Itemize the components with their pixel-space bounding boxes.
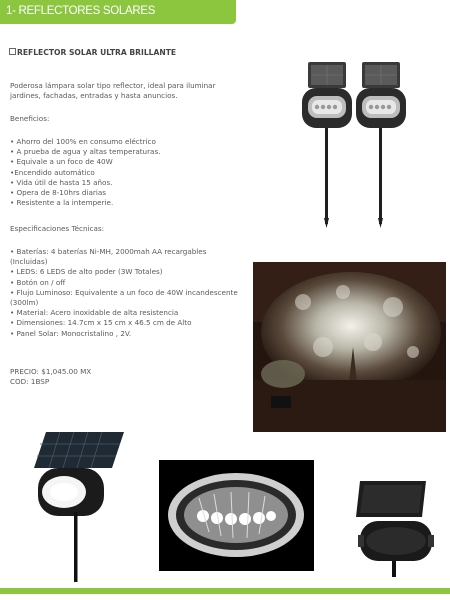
reflector-closeup-photo	[30, 426, 130, 582]
spec-item: • Material: Acero inoxidable de alta resistencia	[10, 308, 179, 318]
price-block	[10, 367, 240, 387]
benefit-item: • A prueba de agua y altas temperaturas.	[10, 147, 161, 157]
price-text: PRECIO: $1,045.00 MX	[10, 367, 92, 376]
spec-item: • Panel Solar: Monocristalino , 2V.	[10, 328, 132, 338]
benefits-heading	[10, 114, 240, 124]
led-head-photo	[159, 460, 314, 571]
spec-item: • Flujo Luminoso: Equivalente a un foco de 40W incandescente (300lm)	[10, 287, 238, 308]
section-banner	[0, 0, 236, 24]
specs-list	[10, 247, 240, 339]
product-intro	[10, 81, 240, 101]
benefit-item: • Vida útil de hasta 15 años.	[10, 177, 113, 187]
footer-accent-bar	[0, 588, 450, 594]
section-title: 1- REFLECTORES SOLARES	[6, 5, 156, 17]
product-photo-pair	[300, 58, 408, 228]
spec-item: • Dimensiones: 14.7cm x 15 cm x 46.5 cm de Alto	[10, 318, 192, 328]
benefit-item: •Encendido automático	[10, 167, 95, 177]
intro-text: Poderosa lámpara solar tipo reflector, ideal para iluminar jardines, fachadas, entradas y hasta anuncios.	[10, 81, 216, 101]
benefit-item: • Resistente a la intemperie.	[10, 198, 114, 208]
benefits-list	[10, 137, 240, 208]
reflector-rear-photo	[352, 477, 437, 577]
product-code: COD: 1BSP	[10, 377, 50, 387]
checkbox-bullet-icon	[9, 48, 16, 55]
product-title-text: REFLECTOR SOLAR ULTRA BRILLANTE	[17, 48, 177, 57]
spec-item: • Botón on / off	[10, 277, 66, 287]
benefit-item: • Equivale a un foco de 40W	[10, 157, 113, 167]
benefit-item: • Ahorro del 100% en consumo eléctrico	[10, 137, 156, 146]
specs-heading-text: Especificaciones Técnicas:	[10, 224, 105, 233]
spec-item: • LEDS: 6 LEDS de alto poder (3W Totales)	[10, 267, 163, 277]
benefits-heading-text: Beneficios:	[10, 114, 50, 123]
benefit-item: • Opera de 8-10hrs diarias	[10, 188, 106, 198]
product-title	[9, 48, 176, 57]
night-tree-photo	[253, 262, 446, 432]
spec-item: • Baterías: 4 baterías Ni-MH, 2000mah AA recargables (Incluidas)	[10, 247, 207, 267]
specs-heading	[10, 224, 240, 234]
